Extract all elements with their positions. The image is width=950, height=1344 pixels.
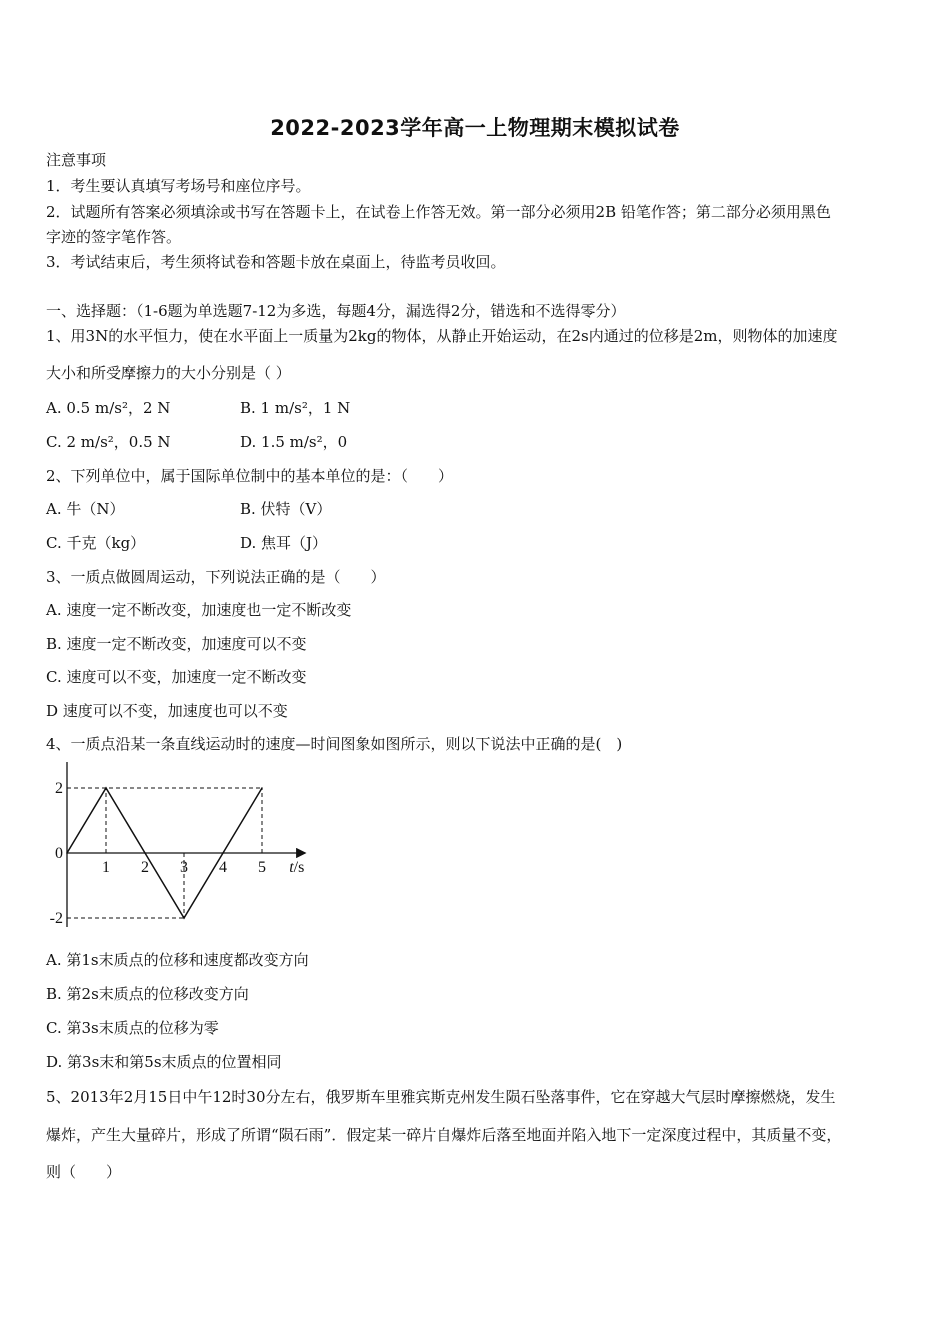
data-point [222,852,224,854]
section-heading: 一、选择题：（1-6题为单选题7-12为多选，每题4分，漏选得2分，错选和不选得零分） [46,302,626,320]
q5-stem-line1: 5、2013年2月15日中午12时30分左右，俄罗斯车里雅宾斯克州发生陨石坠落事件，它在穿越大气层时摩擦燃烧，发生 [46,1088,836,1106]
x-axis-var: t [289,859,294,876]
q4-option-d: D. 第3s末和第5s末质点的位置相同 [46,1053,282,1071]
q1-option-b: B. 1 m/s²，1 N [240,399,351,417]
data-point [261,787,263,789]
q4-option-c: C. 第3s末质点的位移为零 [46,1019,219,1037]
q2-option-d: D. 焦耳（J） [240,534,328,552]
q5-stem-line2: 爆炸，产生大量碎片，形成了所谓“陨石雨”．假定某一碎片自爆炸后落至地面并陷入地下一定深度过程中，其质量不变， [46,1126,842,1144]
q1-option-a: A. 0.5 m/s²，2 N [46,399,171,417]
x-axis-unit: /s [293,859,305,876]
q5-stem-line3: 则（ ） [46,1163,122,1181]
q3-option-b: B. 速度一定不断改变，加速度可以不变 [46,635,307,653]
x-tick-label: 1 [102,859,110,876]
q1-option-c: C. 2 m/s²，0.5 N [46,433,171,451]
notice-item-2: 2．试题所有答案必须填涂或书写在答题卡上，在试卷上作答无效。第一部分必须用2B 铅笔作答；第二部分必须用黑色 [46,203,831,221]
q2-option-a: A. 牛（N） [46,500,125,518]
q2-option-c: C. 千克（kg） [46,534,146,552]
q3-option-c: C. 速度可以不变，加速度一定不断改变 [46,668,307,686]
q1-option-d: D. 1.5 m/s²，0 [240,433,348,451]
q4-stem: 4、一质点沿某一条直线运动时的速度—时间图象如图所示，则以下说法中正确的是( ) [46,735,623,753]
q2-stem: 2、下列单位中，属于国际单位制中的基本单位的是：（ ） [46,467,454,485]
notice-item-3: 3．考试结束后，考生须将试卷和答题卡放在桌面上，待监考员收回。 [46,253,506,271]
data-point [183,917,185,919]
notice-item-2-cont: 字迹的签字笔作答。 [46,228,182,246]
y-tick-label: 2 [55,780,63,797]
y-tick-label: 0 [55,845,63,862]
x-tick-label: 2 [141,859,149,876]
x-axis-label [289,859,304,876]
data-point [105,787,107,789]
x-tick-label: 5 [258,859,266,876]
q2-option-b: B. 伏特（V） [240,500,332,518]
q3-option-d: D 速度可以不变，加速度也可以不变 [46,702,288,720]
x-tick-label: 4 [219,859,227,876]
y-tick-label: -2 [49,910,63,927]
page-title: 2022-2023学年高一上物理期末模拟试卷 [270,116,680,140]
q4-option-b: B. 第2s末质点的位移改变方向 [46,985,249,1003]
q3-option-a: A. 速度一定不断改变，加速度也一定不断改变 [46,601,352,619]
q4-option-a: A. 第1s末质点的位移和速度都改变方向 [46,951,309,969]
q3-stem: 3、一质点做圆周运动，下列说法正确的是（ ） [46,568,386,586]
x-tick-label: 3 [180,859,188,876]
q1-stem-line2: 大小和所受摩擦力的大小分别是（ ） [46,364,291,382]
notice-item-1: 1．考生要认真填写考场号和座位序号。 [46,177,311,195]
notice-heading: 注意事项 [46,151,107,169]
data-point [144,852,146,854]
velocity-time-graph [40,762,340,927]
q1-stem-line1: 1、用3N的水平恒力，使在水平面上一质量为2kg的物体，从静止开始运动，在2s内通过的位移是2m，则物体的加速度 [46,327,838,345]
data-point [66,852,68,854]
